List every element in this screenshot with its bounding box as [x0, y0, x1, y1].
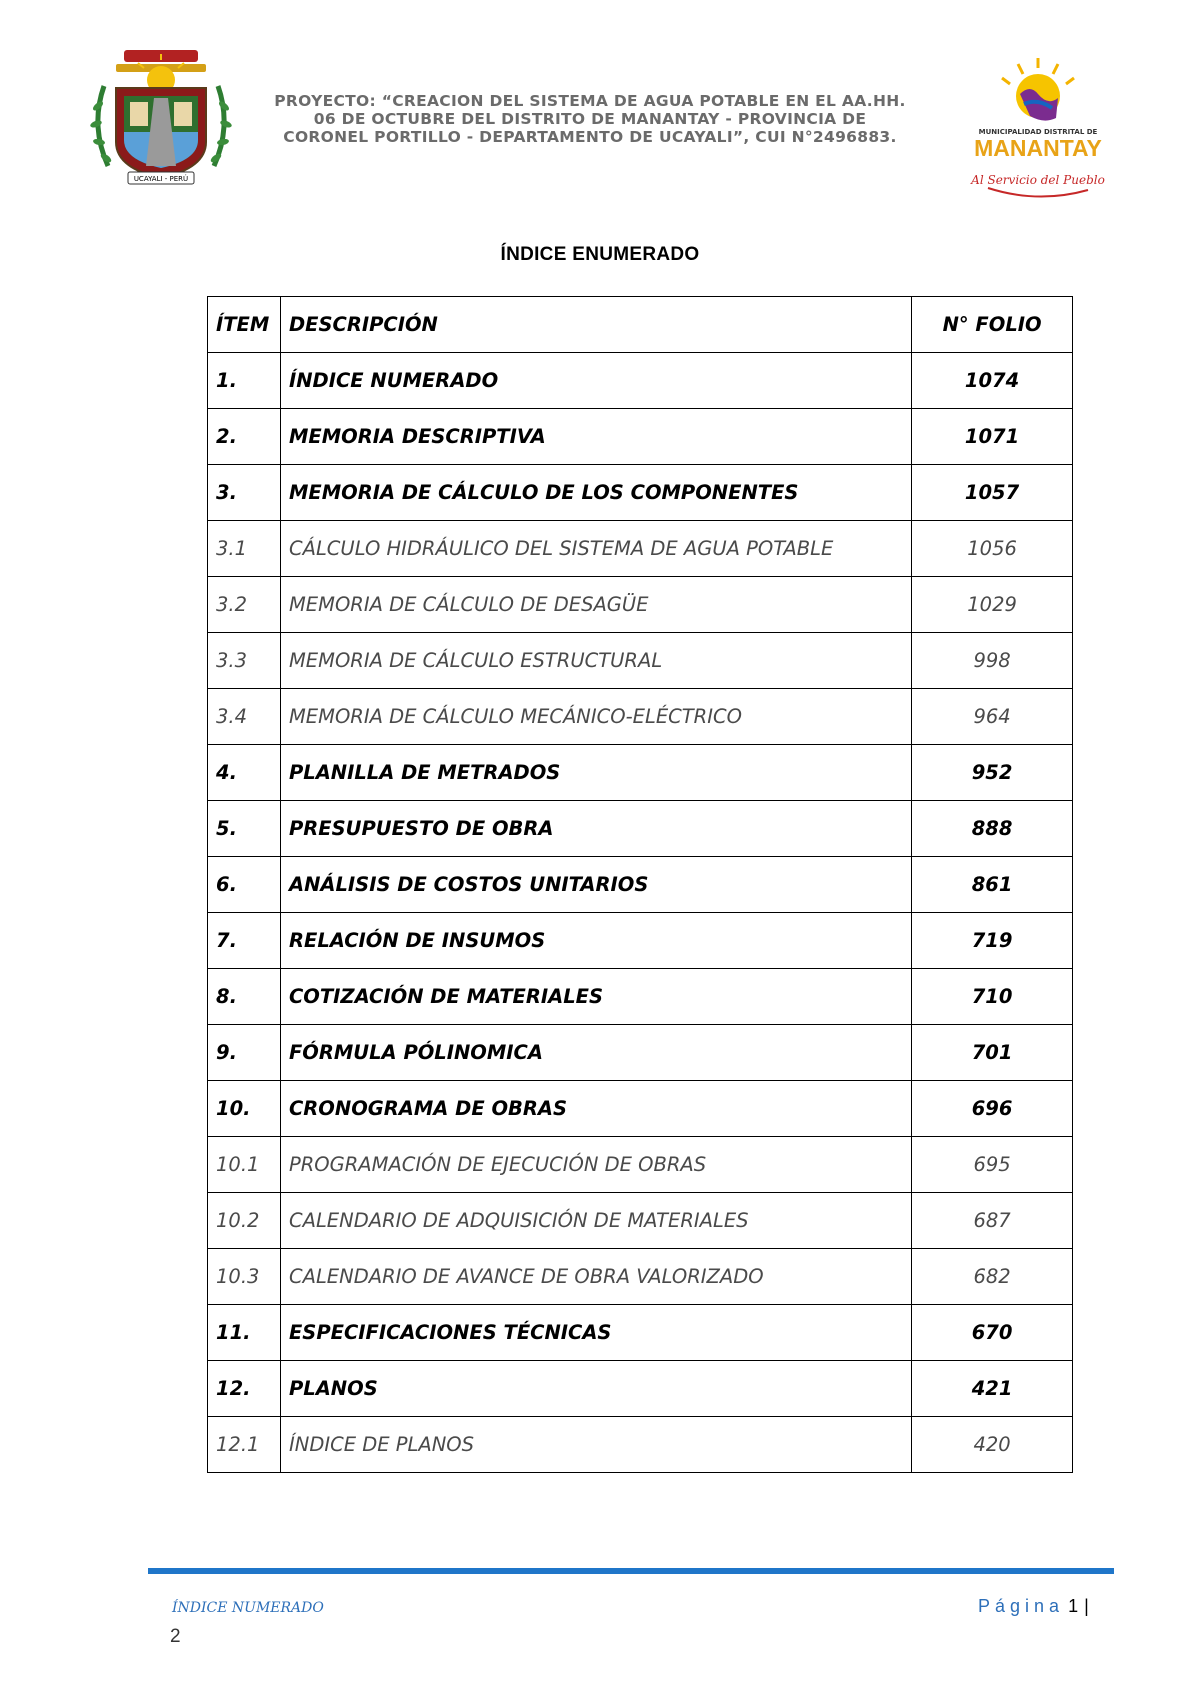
table-row — [208, 1193, 1073, 1249]
column-header-item: ÍTEM — [208, 297, 281, 353]
row-folio: 421 — [912, 1361, 1073, 1417]
table-row — [208, 1081, 1073, 1137]
row-description: CALENDARIO DE ADQUISICIÓN DE MATERIALES — [280, 1193, 911, 1249]
table-row — [208, 1249, 1073, 1305]
table-row — [208, 745, 1073, 801]
footer-divider — [148, 1568, 1114, 1574]
row-item-number: 3.3 — [208, 633, 281, 689]
row-description: FÓRMULA PÓLINOMICA — [280, 1025, 911, 1081]
row-item-number: 3.4 — [208, 689, 281, 745]
row-folio: 952 — [912, 745, 1073, 801]
row-description: CRONOGRAMA DE OBRAS — [280, 1081, 911, 1137]
row-description: PROGRAMACIÓN DE EJECUCIÓN DE OBRAS — [280, 1137, 911, 1193]
row-folio: 964 — [912, 689, 1073, 745]
row-item-number: 10.3 — [208, 1249, 281, 1305]
right-logo-name: MANANTAY — [974, 135, 1102, 161]
row-folio: 687 — [912, 1193, 1073, 1249]
row-folio: 1071 — [912, 409, 1073, 465]
row-item-number: 3.1 — [208, 521, 281, 577]
row-description: MEMORIA DE CÁLCULO DE LOS COMPONENTES — [280, 465, 911, 521]
row-item-number: 11. — [208, 1305, 281, 1361]
row-folio: 710 — [912, 969, 1073, 1025]
table-row — [208, 913, 1073, 969]
row-item-number: 10.1 — [208, 1137, 281, 1193]
row-item-number: 10.2 — [208, 1193, 281, 1249]
row-item-number: 12.1 — [208, 1417, 281, 1473]
row-folio: 670 — [912, 1305, 1073, 1361]
row-description: MEMORIA DE CÁLCULO MECÁNICO-ELÉCTRICO — [280, 689, 911, 745]
row-description: CÁLCULO HIDRÁULICO DEL SISTEMA DE AGUA POTABLE — [280, 521, 911, 577]
table-row — [208, 1305, 1073, 1361]
row-item-number: 1. — [208, 353, 281, 409]
row-description: MEMORIA DE CÁLCULO DE DESAGÜE — [280, 577, 911, 633]
row-item-number: 5. — [208, 801, 281, 857]
table-row — [208, 801, 1073, 857]
row-folio: 1056 — [912, 521, 1073, 577]
manantay-municipality-logo — [958, 54, 1118, 210]
table-row — [208, 577, 1073, 633]
table-row — [208, 465, 1073, 521]
table-header-row — [208, 297, 1073, 353]
right-logo-top-text: MUNICIPALIDAD DISTRITAL DE — [978, 128, 1098, 136]
row-item-number: 8. — [208, 969, 281, 1025]
table-row — [208, 353, 1073, 409]
table-row — [208, 1137, 1073, 1193]
index-table — [207, 296, 1073, 1473]
table-row — [208, 1025, 1073, 1081]
right-logo-slogan: Al Servicio del Pueblo — [971, 173, 1105, 187]
row-folio: 888 — [912, 801, 1073, 857]
left-logo-banner-text: UCAYALI - PERÚ — [133, 175, 189, 183]
page-title: ÍNDICE ENUMERADO — [500, 244, 700, 265]
project-header-text: PROYECTO: “CREACION DEL SISTEMA DE AGUA POTABLE EN EL AA.HH. 06 DE OCTUBRE DEL DISTRITO DE MANANTAY - PROVINCIA DE CORONEL PORTILLO - DEPARTAMENTO DE UCAYALI”, CUI N°2496883. — [274, 92, 906, 146]
footer-second-line: 2 — [170, 1626, 181, 1647]
page-number: 1 — [1068, 1596, 1079, 1616]
row-folio: 696 — [912, 1081, 1073, 1137]
row-folio: 1057 — [912, 465, 1073, 521]
row-folio: 701 — [912, 1025, 1073, 1081]
table-row — [208, 969, 1073, 1025]
row-item-number: 12. — [208, 1361, 281, 1417]
table-row — [208, 633, 1073, 689]
row-description: ÍNDICE DE PLANOS — [280, 1417, 911, 1473]
table-row — [208, 521, 1073, 577]
row-folio: 998 — [912, 633, 1073, 689]
row-description: PRESUPUESTO DE OBRA — [280, 801, 911, 857]
row-description: PLANILLA DE METRADOS — [280, 745, 911, 801]
ucayali-coat-of-arms-logo — [86, 46, 236, 192]
row-item-number: 3. — [208, 465, 281, 521]
row-description: ANÁLISIS DE COSTOS UNITARIOS — [280, 857, 911, 913]
table-row — [208, 689, 1073, 745]
row-description: PLANOS — [280, 1361, 911, 1417]
row-folio: 420 — [912, 1417, 1073, 1473]
row-item-number: 3.2 — [208, 577, 281, 633]
table-row — [208, 1417, 1073, 1473]
row-description: ESPECIFICACIONES TÉCNICAS — [280, 1305, 911, 1361]
footer-page-number — [978, 1596, 1089, 1617]
row-description: RELACIÓN DE INSUMOS — [280, 913, 911, 969]
page-label: Página — [978, 1596, 1065, 1616]
page-separator: | — [1084, 1596, 1089, 1616]
row-description: MEMORIA DE CÁLCULO ESTRUCTURAL — [280, 633, 911, 689]
row-item-number: 9. — [208, 1025, 281, 1081]
row-item-number: 6. — [208, 857, 281, 913]
row-item-number: 4. — [208, 745, 281, 801]
row-description: COTIZACIÓN DE MATERIALES — [280, 969, 911, 1025]
row-folio: 861 — [912, 857, 1073, 913]
row-folio: 1029 — [912, 577, 1073, 633]
row-folio: 695 — [912, 1137, 1073, 1193]
column-header-folio: N° FOLIO — [912, 297, 1073, 353]
row-item-number: 7. — [208, 913, 281, 969]
table-row — [208, 857, 1073, 913]
row-item-number: 2. — [208, 409, 281, 465]
row-description: CALENDARIO DE AVANCE DE OBRA VALORIZADO — [280, 1249, 911, 1305]
footer-section-title: ÍNDICE NUMERADO — [172, 1600, 324, 1616]
row-item-number: 10. — [208, 1081, 281, 1137]
table-row — [208, 409, 1073, 465]
row-description: MEMORIA DESCRIPTIVA — [280, 409, 911, 465]
row-folio: 682 — [912, 1249, 1073, 1305]
row-folio: 1074 — [912, 353, 1073, 409]
table-row — [208, 1361, 1073, 1417]
row-folio: 719 — [912, 913, 1073, 969]
table-body — [208, 353, 1073, 1473]
row-description: ÍNDICE NUMERADO — [280, 353, 911, 409]
column-header-description: DESCRIPCIÓN — [280, 297, 911, 353]
